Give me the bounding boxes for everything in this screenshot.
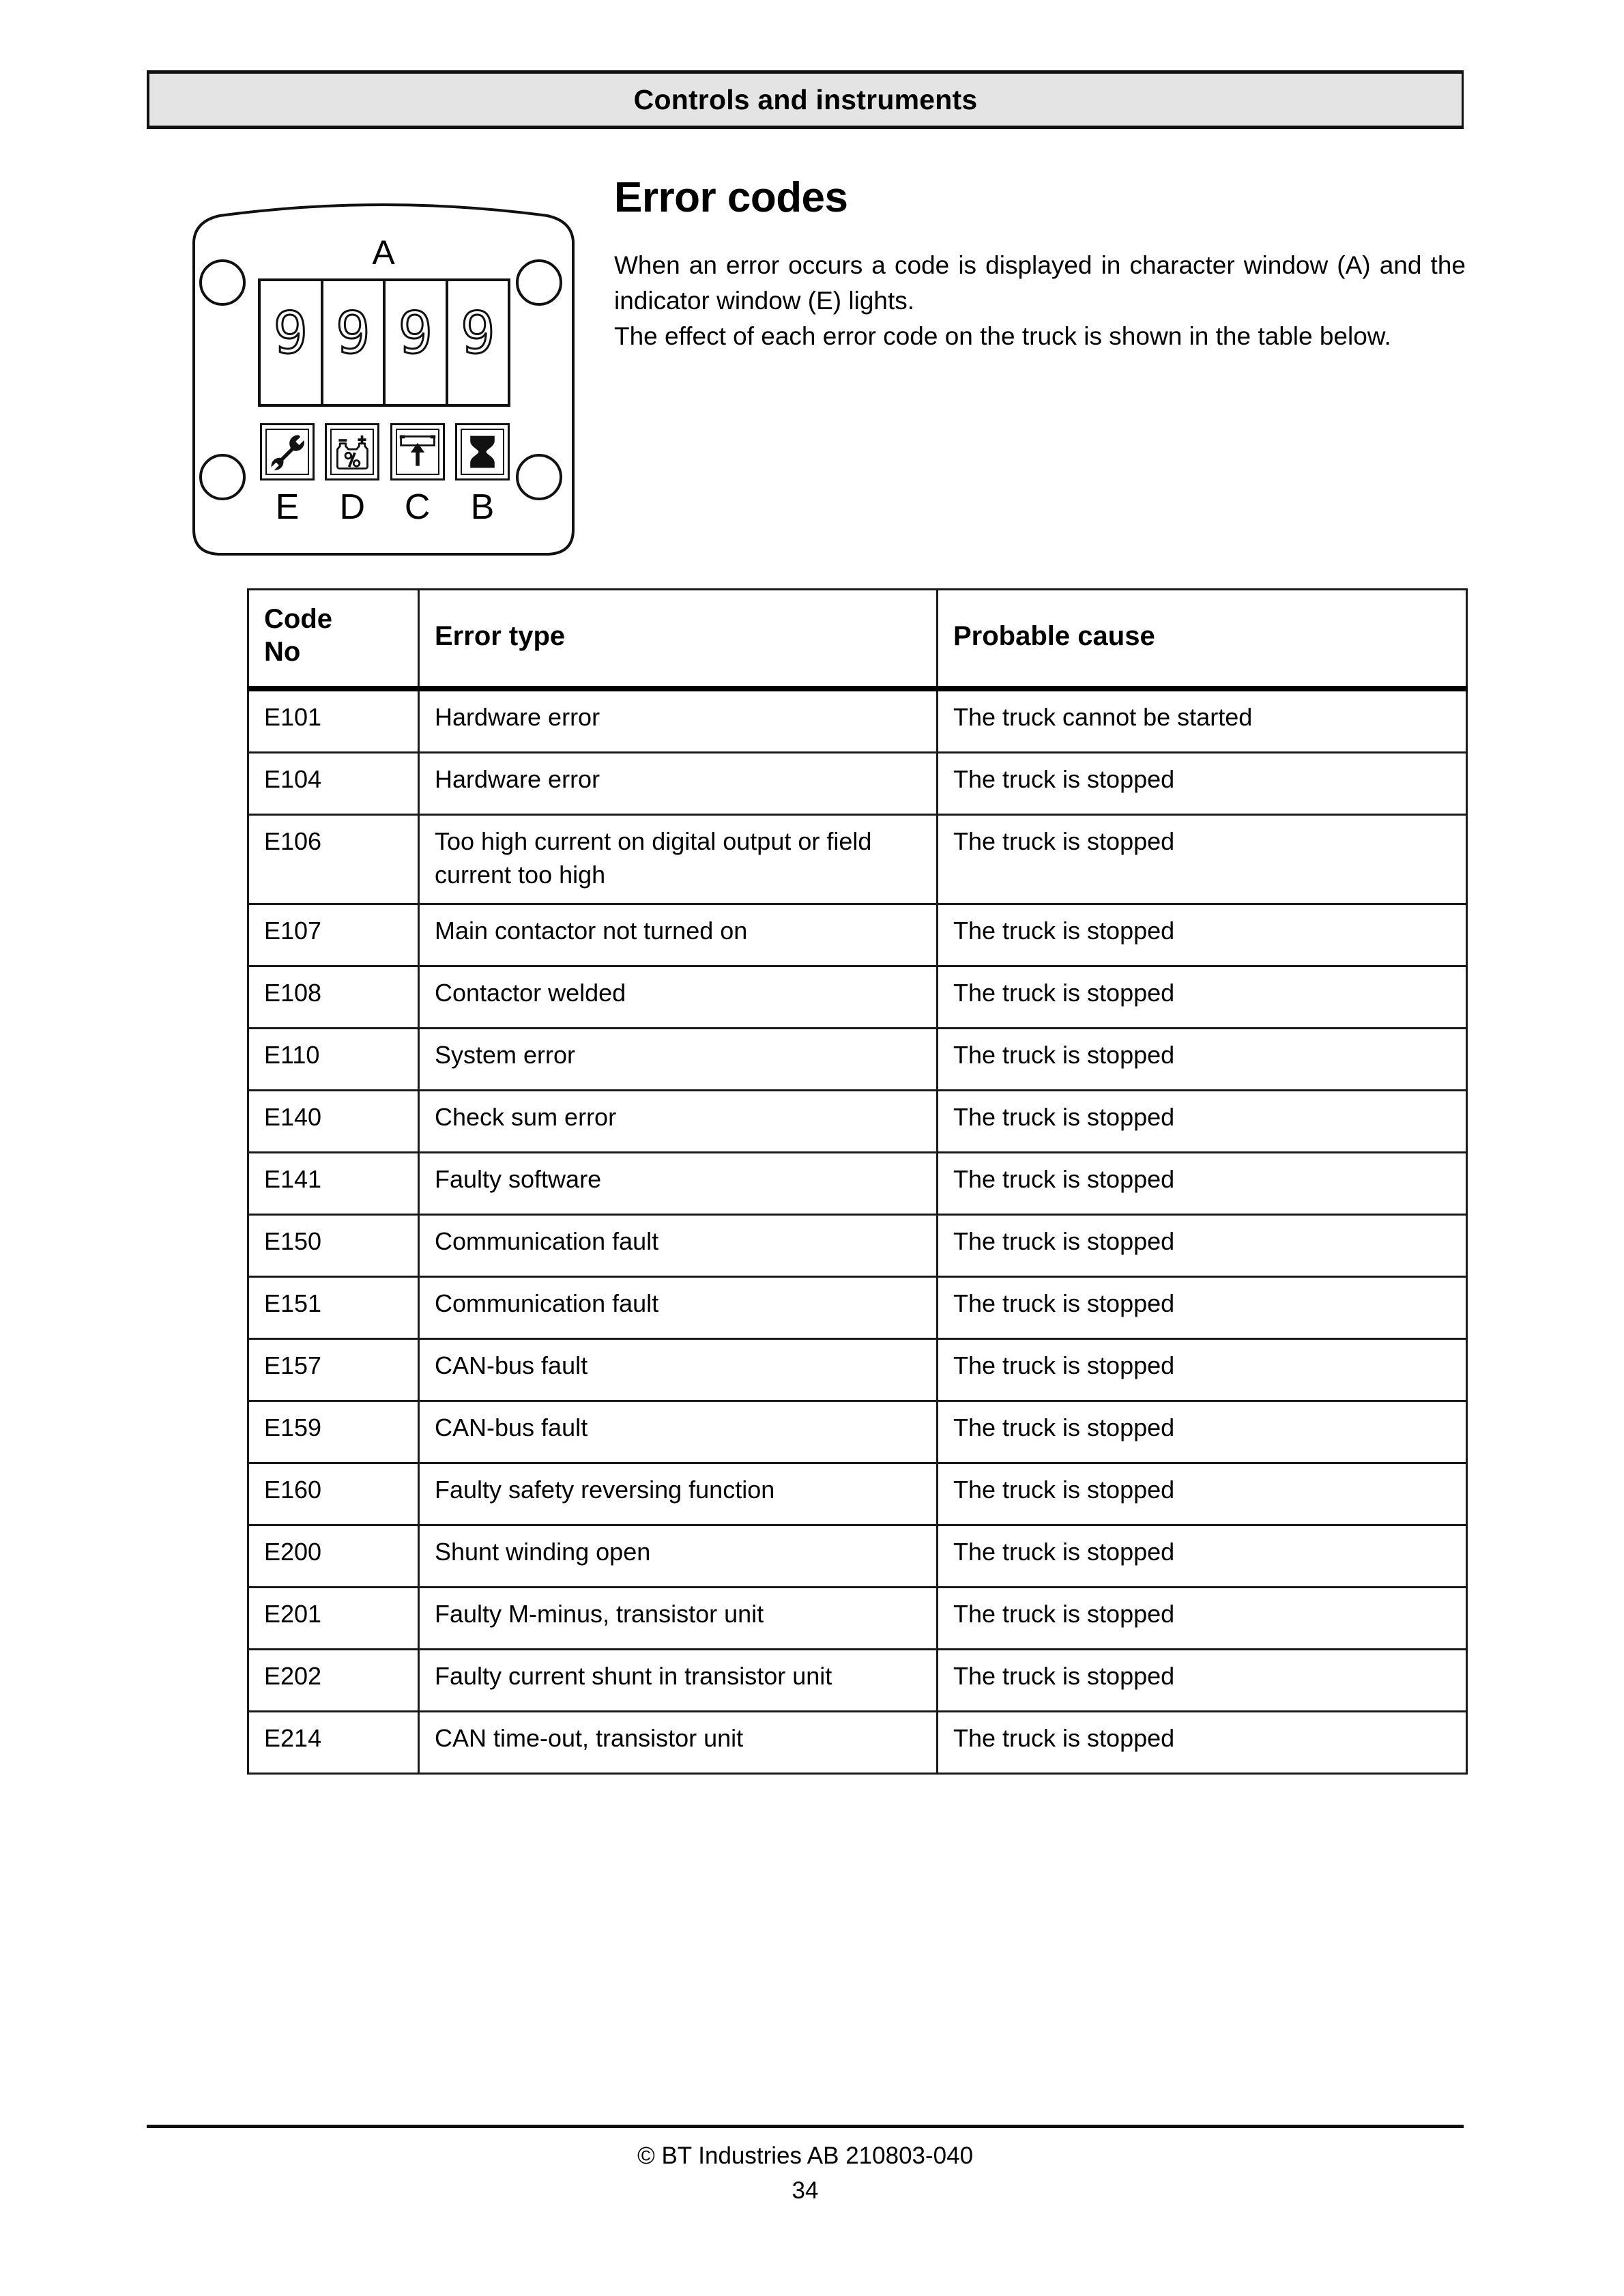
footer-divider bbox=[147, 2125, 1464, 2128]
hourglass-icon bbox=[461, 429, 504, 475]
table-header-row bbox=[248, 590, 1467, 689]
digit-cell-1 bbox=[261, 281, 323, 404]
wrench-icon-glyph bbox=[267, 430, 308, 474]
callout-label-a: A bbox=[372, 233, 395, 272]
indicator-letter-row bbox=[260, 487, 510, 530]
error-code-table bbox=[247, 588, 1468, 1775]
mast-lift-arrow-icon bbox=[396, 429, 439, 475]
column-header-code-no-line2: No bbox=[264, 637, 301, 667]
cell-probable-cause: The truck is stopped bbox=[938, 966, 1467, 1029]
cell-code-no: E104 bbox=[248, 753, 419, 815]
cell-error-type: Check sum error bbox=[419, 1091, 938, 1153]
column-header-code-no bbox=[248, 590, 419, 689]
mast-lift-arrow-icon-glyph bbox=[397, 430, 438, 474]
cell-code-no: E108 bbox=[248, 966, 419, 1029]
cell-code-no: E110 bbox=[248, 1029, 419, 1091]
table-row bbox=[248, 1091, 1467, 1153]
table-row bbox=[248, 1401, 1467, 1463]
table-row bbox=[248, 1029, 1467, 1091]
cell-code-no: E159 bbox=[248, 1401, 419, 1463]
cell-error-type: CAN-bus fault bbox=[419, 1401, 938, 1463]
cell-code-no: E106 bbox=[248, 815, 419, 904]
cell-code-no: E202 bbox=[248, 1650, 419, 1712]
table-body bbox=[248, 689, 1467, 1774]
table-row bbox=[248, 815, 1467, 904]
table-row bbox=[248, 753, 1467, 815]
screw-hole-bottom-right bbox=[516, 454, 562, 500]
digit-cell-3 bbox=[386, 281, 448, 404]
cell-probable-cause: The truck is stopped bbox=[938, 815, 1467, 904]
screw-hole-bottom-left bbox=[199, 454, 246, 500]
digit-value-2: 9 bbox=[335, 300, 371, 367]
cell-error-type: Hardware error bbox=[419, 753, 938, 815]
footer-page-number: 34 bbox=[792, 2177, 819, 2204]
cell-error-type: Too high current on digital output or field current too high bbox=[419, 815, 938, 904]
cell-code-no: E201 bbox=[248, 1588, 419, 1650]
cell-probable-cause: The truck is stopped bbox=[938, 1215, 1467, 1277]
footer-copyright: © BT Industries AB 210803-040 bbox=[637, 2142, 974, 2169]
cell-error-type: Faulty software bbox=[419, 1153, 938, 1215]
indicator-box-d bbox=[325, 423, 379, 480]
cell-probable-cause: The truck is stopped bbox=[938, 1712, 1467, 1774]
cell-code-no: E157 bbox=[248, 1339, 419, 1401]
table-head bbox=[248, 590, 1467, 689]
cell-error-type: System error bbox=[419, 1029, 938, 1091]
cell-probable-cause: The truck is stopped bbox=[938, 1401, 1467, 1463]
cell-probable-cause: The truck is stopped bbox=[938, 1525, 1467, 1588]
cell-error-type: Hardware error bbox=[419, 689, 938, 753]
indicator-letter-c: C bbox=[404, 487, 431, 527]
digit-value-1: 9 bbox=[273, 300, 308, 367]
table-row bbox=[248, 1339, 1467, 1401]
table-row bbox=[248, 904, 1467, 966]
cell-error-type: Main contactor not turned on bbox=[419, 904, 938, 966]
cell-probable-cause: The truck is stopped bbox=[938, 1277, 1467, 1339]
cell-error-type: Communication fault bbox=[419, 1215, 938, 1277]
cell-probable-cause: The truck is stopped bbox=[938, 1650, 1467, 1712]
indicator-box-c bbox=[390, 423, 445, 480]
battery-percent-icon-glyph bbox=[332, 430, 373, 474]
digit-value-4: 9 bbox=[460, 300, 495, 367]
intro-paragraph-1: When an error occurs a code is displayed in character window (A) and the indicator window (E) lights. bbox=[614, 251, 1466, 315]
indicator-box-b bbox=[455, 423, 510, 480]
cell-error-type: Contactor welded bbox=[419, 966, 938, 1029]
cell-error-type: CAN-bus fault bbox=[419, 1339, 938, 1401]
battery-percent-icon bbox=[330, 429, 374, 475]
indicator-window-row bbox=[260, 423, 510, 483]
column-header-probable-cause: Probable cause bbox=[938, 590, 1467, 689]
indicator-box-e bbox=[260, 423, 315, 480]
cell-code-no: E151 bbox=[248, 1277, 419, 1339]
cell-probable-cause: The truck is stopped bbox=[938, 1463, 1467, 1525]
cell-code-no: E141 bbox=[248, 1153, 419, 1215]
table-row bbox=[248, 1277, 1467, 1339]
column-header-error-type: Error type bbox=[419, 590, 938, 689]
cell-probable-cause: The truck is stopped bbox=[938, 1588, 1467, 1650]
cell-error-type: Faulty current shunt in transistor unit bbox=[419, 1650, 938, 1712]
table-row bbox=[248, 1588, 1467, 1650]
character-window-display bbox=[258, 278, 510, 407]
cell-probable-cause: The truck is stopped bbox=[938, 1153, 1467, 1215]
running-header-bar bbox=[147, 70, 1464, 129]
digit-value-3: 9 bbox=[398, 300, 433, 367]
cell-error-type: Faulty M-minus, transistor unit bbox=[419, 1588, 938, 1650]
digit-cell-4 bbox=[448, 281, 508, 404]
cell-code-no: E107 bbox=[248, 904, 419, 966]
instrument-panel-figure bbox=[162, 198, 605, 566]
table-row bbox=[248, 1525, 1467, 1588]
cell-probable-cause: The truck is stopped bbox=[938, 1091, 1467, 1153]
indicator-letter-b: B bbox=[470, 487, 495, 527]
wrench-icon bbox=[265, 429, 309, 475]
column-header-code-no-line1: Code bbox=[264, 604, 332, 634]
table-row bbox=[248, 1153, 1467, 1215]
intro-block bbox=[614, 174, 1466, 354]
cell-code-no: E140 bbox=[248, 1091, 419, 1153]
cell-probable-cause: The truck is stopped bbox=[938, 904, 1467, 966]
table-row bbox=[248, 1463, 1467, 1525]
cell-probable-cause: The truck is stopped bbox=[938, 1029, 1467, 1091]
cell-probable-cause: The truck cannot be started bbox=[938, 689, 1467, 753]
cell-code-no: E150 bbox=[248, 1215, 419, 1277]
cell-probable-cause: The truck is stopped bbox=[938, 753, 1467, 815]
table-row bbox=[248, 689, 1467, 753]
cell-error-type: Faulty safety reversing function bbox=[419, 1463, 938, 1525]
indicator-letter-d: D bbox=[339, 487, 366, 527]
cell-error-type: Shunt winding open bbox=[419, 1525, 938, 1588]
table-row bbox=[248, 1712, 1467, 1774]
cell-code-no: E214 bbox=[248, 1712, 419, 1774]
cell-error-type: Communication fault bbox=[419, 1277, 938, 1339]
cell-code-no: E200 bbox=[248, 1525, 419, 1588]
indicator-letter-e: E bbox=[275, 487, 300, 527]
table-row bbox=[248, 966, 1467, 1029]
cell-error-type: CAN time-out, transistor unit bbox=[419, 1712, 938, 1774]
page-title: Error codes bbox=[614, 174, 848, 221]
running-header-title: Controls and instruments bbox=[633, 83, 978, 115]
hourglass-icon-glyph bbox=[462, 430, 503, 474]
intro-paragraph-2: The effect of each error code on the truck is shown in the table below. bbox=[614, 322, 1391, 350]
cell-probable-cause: The truck is stopped bbox=[938, 1339, 1467, 1401]
cell-code-no: E160 bbox=[248, 1463, 419, 1525]
digit-cell-2 bbox=[323, 281, 386, 404]
table-row bbox=[248, 1650, 1467, 1712]
cell-code-no: E101 bbox=[248, 689, 419, 753]
table-row bbox=[248, 1215, 1467, 1277]
